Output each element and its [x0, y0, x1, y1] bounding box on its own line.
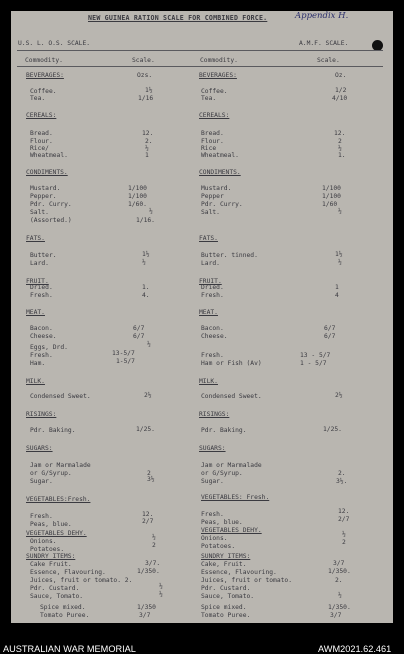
commodity-name: Flour.	[30, 138, 53, 145]
section-heading: VEGETABLES:Fresh.	[26, 496, 91, 503]
right-commodity-header: Commodity.	[200, 57, 238, 64]
ration-scale-value: ½	[338, 208, 342, 215]
ration-scale-value: 2½	[335, 392, 343, 399]
commodity-name: (Assorted.)	[30, 217, 72, 224]
ration-scale-value: 3/7	[139, 612, 151, 619]
commodity-name: Peas, blue.	[201, 519, 243, 526]
ration-scale-value: 2½	[144, 392, 152, 399]
ration-scale-value: ½	[142, 259, 146, 266]
ration-scale-value: 1.	[142, 284, 150, 291]
commodity-name: Fresh.	[201, 511, 224, 518]
commodity-name: Fresh.	[30, 352, 53, 359]
ration-scale-value: 2	[338, 138, 342, 145]
commodity-name: Pdr. Custard.	[201, 585, 251, 592]
ration-scale-value: 2/7	[142, 518, 154, 525]
section-heading: FATS.	[26, 235, 45, 242]
commodity-name: Onions.	[201, 535, 228, 542]
column-header-rule	[17, 66, 383, 67]
commodity-name: Lard.	[201, 260, 220, 267]
ration-scale-value: 1/100	[128, 185, 147, 192]
left-commodity-header: Commodity.	[25, 57, 63, 64]
commodity-name: Essence, Flavouring.	[201, 569, 277, 576]
commodity-name: Fresh.	[201, 352, 224, 359]
commodity-name: Pepper	[201, 193, 224, 200]
commodity-name: Sugar.	[30, 478, 53, 485]
appendix-handwritten-note: Appendix H.	[295, 11, 349, 21]
ration-scale-value: 1-5/7	[116, 358, 135, 365]
commodity-name: Tomato Puree.	[201, 612, 251, 619]
commodity-name: Flour.	[201, 138, 224, 145]
ration-scale-value: 13 - 5/7	[300, 352, 331, 359]
section-heading: FRUIT.	[199, 278, 222, 285]
commodity-name: Fresh.	[30, 513, 53, 520]
commodity-name: Onions.	[30, 538, 57, 545]
left-scale-header: Scale.	[132, 57, 155, 64]
section-heading: BEVERAGES:	[26, 72, 64, 79]
ration-scale-value: 12.	[338, 508, 350, 515]
commodity-name: Juices, fruit or tomato. 2.	[30, 577, 133, 584]
commodity-name: Eggs, Drd.	[30, 344, 68, 351]
commodity-name: Cake Fruit.	[30, 561, 72, 568]
commodity-name: Spice mixed.	[40, 604, 86, 611]
section-heading: MILK.	[199, 378, 218, 385]
ration-scale-value: 3/7	[330, 612, 342, 619]
commodity-name: Fresh.	[30, 292, 53, 299]
ration-scale-value: 4	[335, 292, 339, 299]
ration-scale-value: 6/7	[133, 325, 145, 332]
ration-scale-value: 12.	[334, 130, 346, 137]
section-heading: CEREALS:	[199, 112, 230, 119]
commodity-name: Pdr. Baking.	[201, 427, 247, 434]
ration-scale-value: ½	[342, 531, 346, 538]
section-heading: FATS.	[199, 235, 218, 242]
section-heading: SUGARS:	[199, 445, 226, 452]
ration-scale-value: 1/350.	[328, 568, 351, 575]
section-heading: BEVERAGES:	[199, 72, 237, 79]
commodity-name: Peas, blue.	[30, 521, 72, 528]
ration-scale-value: 1/350.	[137, 568, 160, 575]
ration-scale-value: 3½.	[336, 478, 348, 485]
commodity-name: Butter.	[30, 252, 57, 259]
section-heading: FRUIT.	[26, 278, 49, 285]
ration-scale-value: 2	[342, 539, 346, 546]
ration-scale-value: ½	[159, 591, 163, 598]
commodity-name: Fresh.	[201, 292, 224, 299]
heading-rule	[17, 50, 383, 51]
section-heading: SUGARS:	[26, 445, 53, 452]
commodity-name: Butter. tinned.	[201, 252, 258, 259]
ration-scale-value: 4/10	[332, 95, 348, 102]
commodity-name: or G/Syrup.	[201, 470, 243, 477]
ration-scale-value: 2.	[335, 577, 343, 584]
ration-scale-value: ½	[338, 259, 342, 266]
commodity-name: Cheese.	[30, 333, 57, 340]
commodity-name: Essence, Flavouring.	[30, 569, 106, 576]
commodity-name: Pdr. Custard.	[30, 585, 80, 592]
section-heading: CEREALS:	[26, 112, 57, 119]
commodity-name: Dried.	[201, 284, 224, 291]
section-heading: RISINGS:	[199, 411, 230, 418]
ration-scale-value: 6/7	[133, 333, 145, 340]
ration-scale-value: 6/7	[324, 333, 336, 340]
ration-scale-value: 4.	[142, 292, 150, 299]
ration-scale-value: 1.	[338, 152, 346, 159]
commodity-name: Salt.	[30, 209, 49, 216]
commodity-name: Bread.	[201, 130, 224, 137]
commodity-name: Wheatmeal.	[30, 152, 68, 159]
ration-scale-value: ½	[149, 208, 153, 215]
ration-scale-value: 1½	[145, 87, 153, 94]
ration-scale-value: 1/350	[137, 604, 156, 611]
archive-name: AUSTRALIAN WAR MEMORIAL	[3, 644, 136, 654]
commodity-name: Cake, Fruit.	[201, 561, 247, 568]
ration-scale-value: 2	[152, 542, 156, 549]
ration-scale-value: 1/60.	[128, 201, 147, 208]
ration-scale-value: 13-5/7	[112, 350, 135, 357]
commodity-name: Ham or Fish (Av)	[201, 360, 262, 367]
commodity-name: Coffee.	[201, 88, 228, 95]
ration-scale-value: 6/7	[324, 325, 336, 332]
section-heading: RISINGS:	[26, 411, 57, 418]
commodity-name: Juices, fruit or tomato.	[201, 577, 292, 584]
commodity-name: Rice	[201, 145, 217, 152]
ration-scale-value: 1	[335, 284, 339, 291]
ration-scale-value: 2	[147, 470, 151, 477]
ration-scale-value: 1½	[335, 251, 343, 258]
archive-reference: AWM2021.62.461	[318, 644, 392, 654]
ration-scale-value: ½	[145, 145, 149, 152]
commodity-name: Ham.	[30, 360, 46, 367]
ration-scale-value: 1/16	[138, 95, 154, 102]
commodity-name: Spice mixed.	[201, 604, 247, 611]
commodity-name: Pdr. Baking.	[30, 427, 76, 434]
section-heading: MEAT.	[199, 309, 218, 316]
ration-scale-value: 3/7.	[145, 560, 161, 567]
commodity-name: Coffee.	[30, 88, 57, 95]
commodity-name: Salt.	[201, 209, 220, 216]
document-title: NEW GUINEA RATION SCALE FOR COMBINED FORCE.	[88, 14, 268, 22]
ration-scale-value: 1/350.	[328, 604, 351, 611]
ration-scale-value: 1/16.	[136, 217, 155, 224]
ration-scale-value: Oz.	[335, 72, 347, 79]
right-scale-header: Scale.	[317, 57, 340, 64]
ration-scale-value: 1/25.	[323, 426, 342, 433]
ration-scale-value: 3/7	[333, 560, 345, 567]
ration-scale-value: 12.	[142, 511, 154, 518]
ration-scale-value: 1/100	[128, 193, 147, 200]
commodity-name: Mustard.	[201, 185, 232, 192]
ration-scale-value: ½	[338, 592, 342, 599]
ration-scale-value: 1/100	[322, 193, 341, 200]
section-heading: VEGETABLES: Fresh.	[201, 494, 270, 501]
right-heading: A.M.F. SCALE.	[299, 40, 349, 47]
commodity-name: Pdr. Curry.	[30, 201, 72, 208]
left-heading: U.S. L. O.S. SCALE.	[18, 40, 91, 47]
commodity-name: Sauce, Tomato.	[201, 593, 255, 600]
commodity-name: Bread.	[30, 130, 53, 137]
commodity-name: Sauce, Tomato.	[30, 593, 84, 600]
commodity-name: Lard.	[30, 260, 49, 267]
ration-scale-value: ½	[159, 583, 163, 590]
commodity-name: Wheatmeal.	[201, 152, 239, 159]
commodity-name: Pdr. Curry.	[201, 201, 243, 208]
ration-scale-value: ½	[338, 145, 342, 152]
commodity-name: Potatoes.	[201, 543, 236, 550]
ration-scale-value: 2.	[145, 138, 153, 145]
section-heading: VEGETABLES DEHY.	[26, 530, 87, 537]
commodity-name: Rice/	[30, 145, 49, 152]
commodity-name: Condensed Sweet.	[201, 393, 262, 400]
section-heading: MILK.	[26, 378, 45, 385]
ration-scale-value: 1½	[142, 251, 150, 258]
section-heading: MEAT.	[26, 309, 45, 316]
ration-scale-value: 3½	[147, 476, 155, 483]
ration-scale-value: 2/7	[338, 516, 350, 523]
commodity-name: Bacon.	[30, 325, 53, 332]
commodity-name: Jam or Marmalade	[30, 462, 91, 469]
commodity-name: Potatoes.	[30, 546, 65, 553]
ration-scale-value: 1	[145, 152, 149, 159]
section-heading: CONDIMENTS.	[199, 169, 241, 176]
commodity-name: Tea.	[30, 95, 46, 102]
ration-scale-value: 1/25.	[136, 426, 155, 433]
ration-scale-value: 2.	[338, 470, 346, 477]
commodity-name: Tomato Puree.	[40, 612, 90, 619]
section-heading: SUNDRY ITEMS:	[201, 553, 251, 560]
commodity-name: Condensed Sweet.	[30, 393, 91, 400]
commodity-name: or G/Syrup.	[30, 470, 72, 477]
commodity-name: Jam or Marmalade	[201, 462, 262, 469]
commodity-name: Bacon.	[201, 325, 224, 332]
ration-scale-value: 1/100	[322, 185, 341, 192]
section-heading: CONDIMENTS.	[26, 169, 68, 176]
commodity-name: Dried.	[30, 284, 53, 291]
commodity-name: Sugar.	[201, 478, 224, 485]
section-heading: VEGETABLES DEHY.	[201, 527, 262, 534]
section-heading: SUNDRY ITEMS:	[26, 553, 76, 560]
ration-scale-value: 12.	[142, 130, 154, 137]
commodity-name: Mustard.	[30, 185, 61, 192]
commodity-name: Cheese.	[201, 333, 228, 340]
document-page	[11, 11, 393, 623]
ration-scale-value: Ozs.	[137, 72, 153, 79]
commodity-name: Tea.	[201, 95, 217, 102]
ration-scale-value: ½	[147, 341, 151, 348]
ration-scale-value: 1/2	[335, 87, 347, 94]
commodity-name: Pepper.	[30, 193, 57, 200]
ration-scale-value: 1 - 5/7	[300, 360, 327, 367]
ration-scale-value: 1/60	[322, 201, 338, 208]
ration-scale-value: ½	[152, 534, 156, 541]
